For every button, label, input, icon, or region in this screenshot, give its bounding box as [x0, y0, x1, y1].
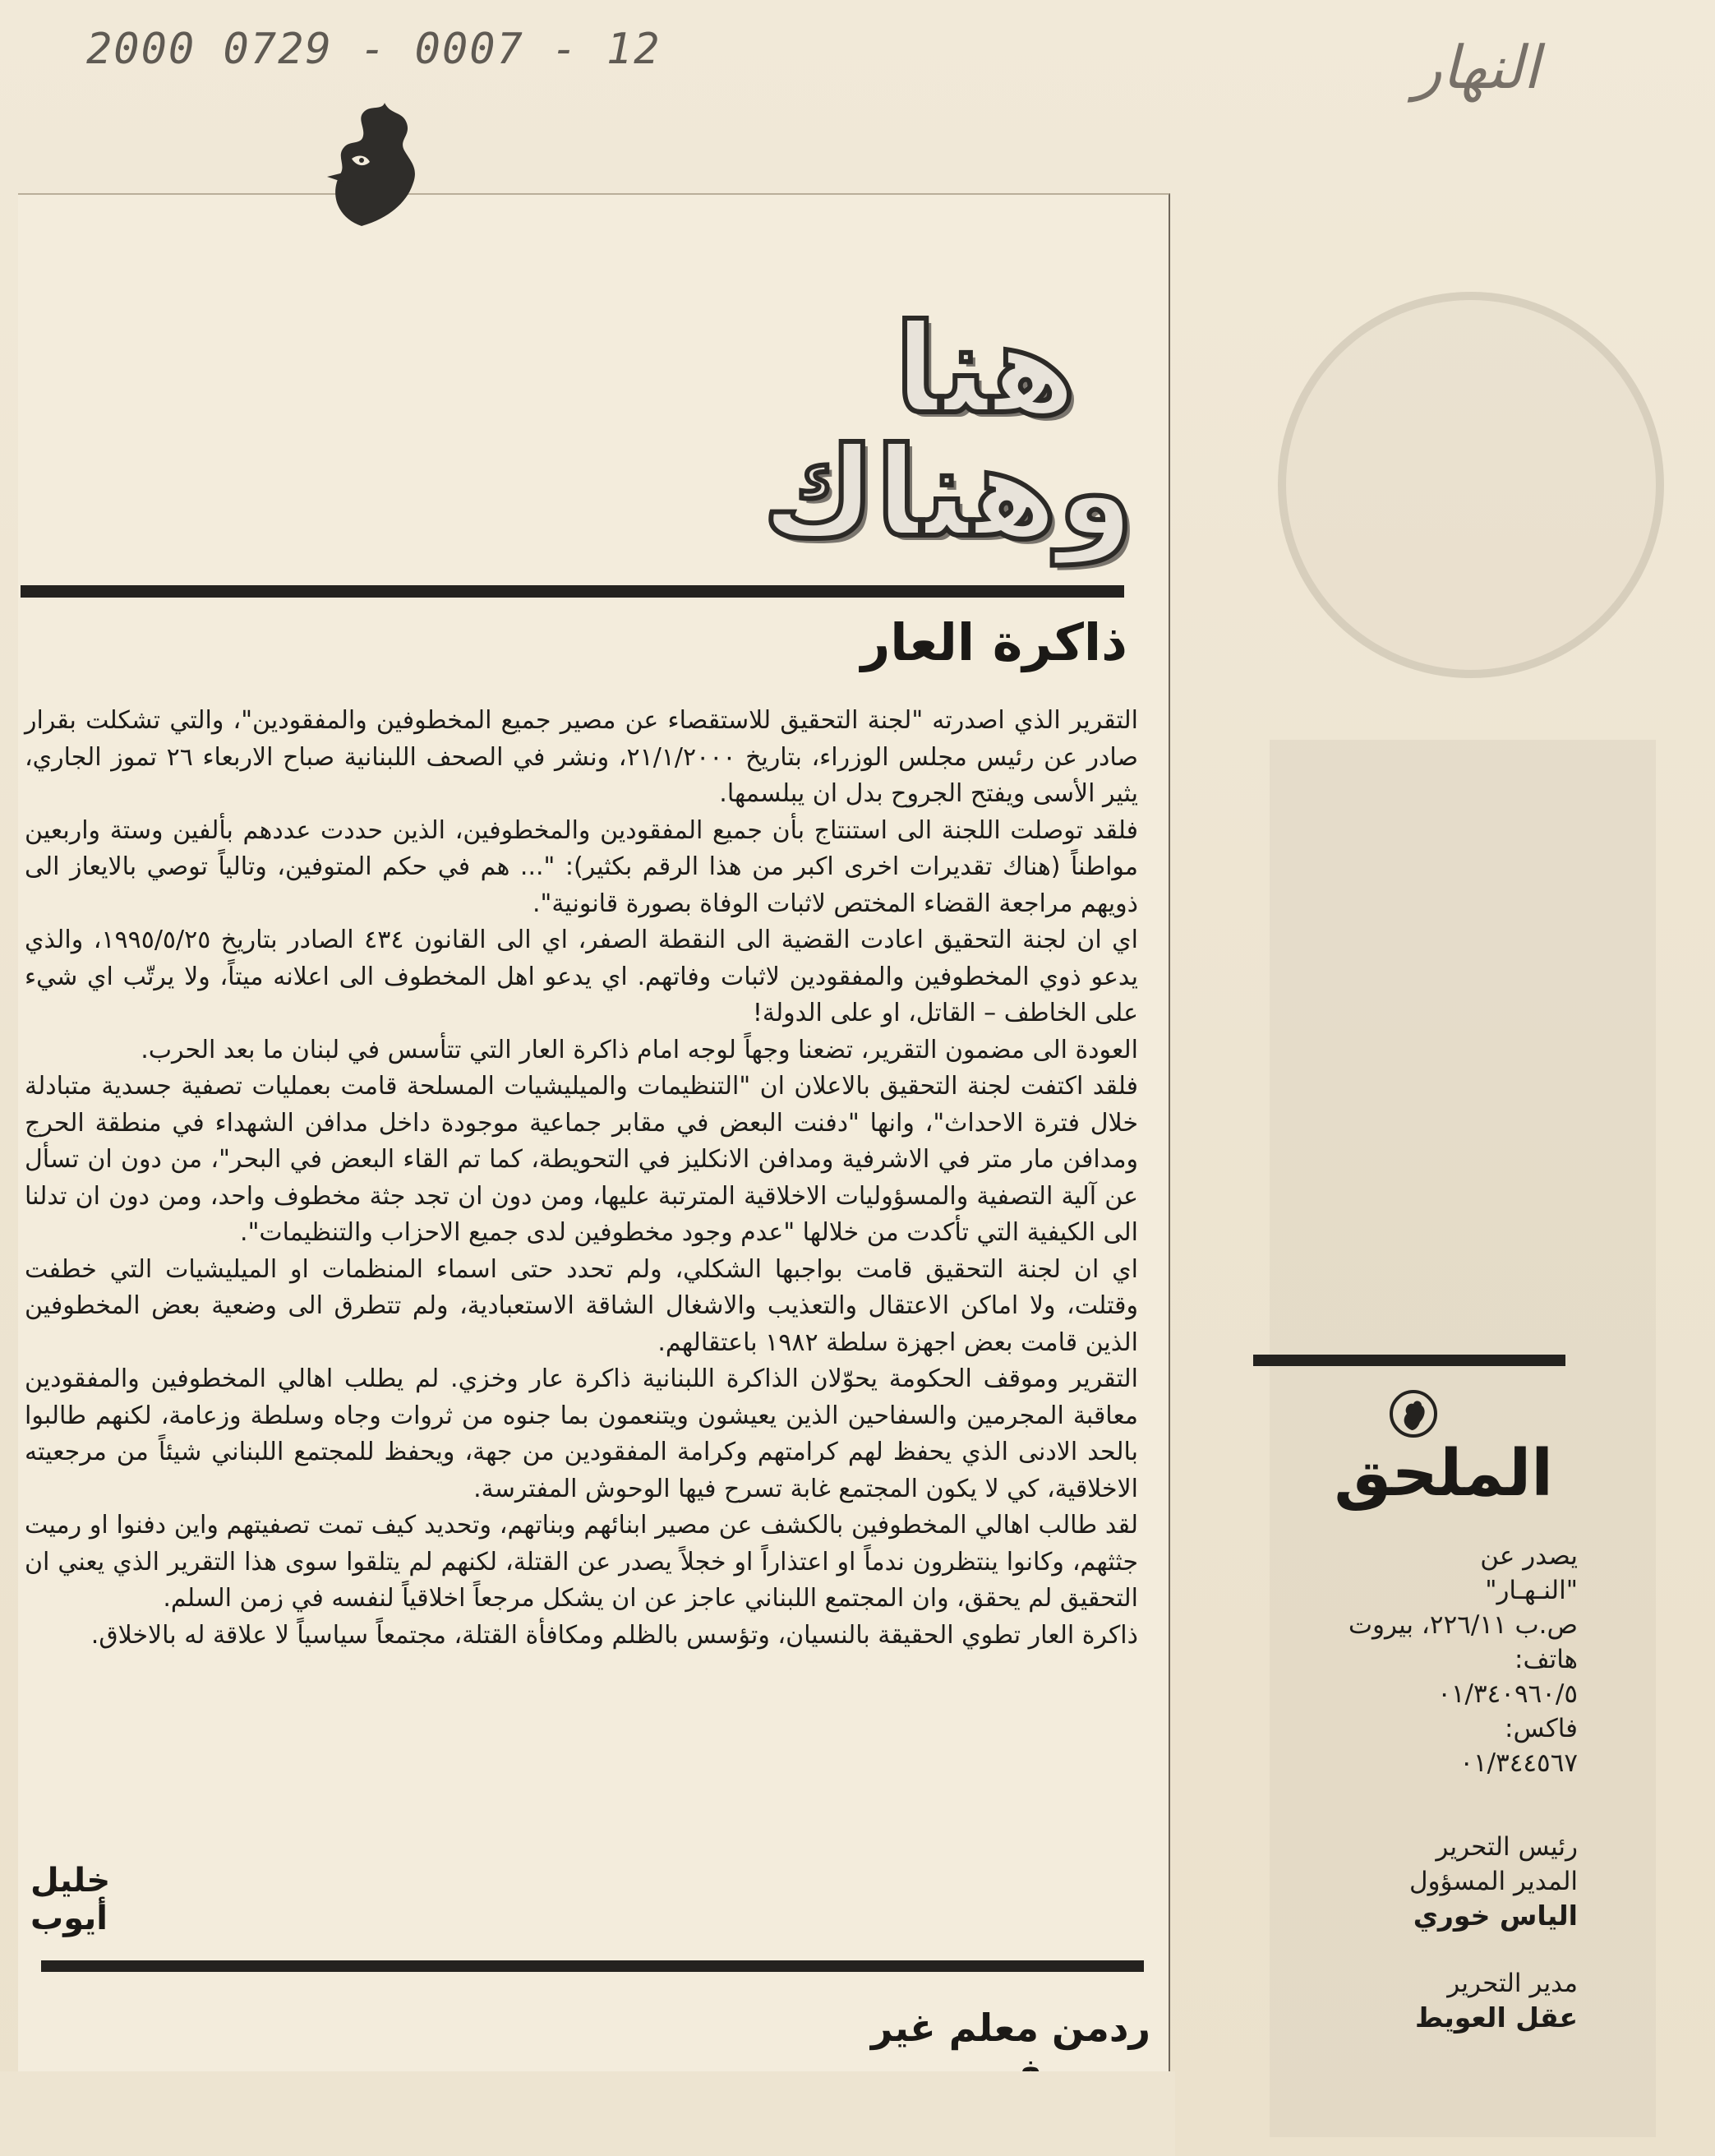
rooster-icon	[312, 95, 427, 234]
section-heading-line1: هنا	[894, 298, 1076, 441]
article-paragraph: ذاكرة العار تطوي الحقيقة بالنسيان، وتؤسس بالظلم ومكافأة القتلة، مجتمعاً سياسياً لا علاقة له بالاخلاق.	[90, 1620, 1138, 1650]
po-box: ص.ب ٢٢٦/١١، بيروت	[1348, 1610, 1578, 1640]
chief-editor-name: الياس خوري	[1413, 1900, 1578, 1932]
article-paragraph: التقرير الذي اصدرته "لجنة التحقيق للاستقصاء عن مصير جميع المخطوفين والمفقودين"، والتي تشكلت بقرار صادر عن رئيس مجلس الوزراء، بتاريخ ٢١/١/٢٠٠٠، ونشر في الصحف اللبنانية صباح الاربعاء ٢٦ تموز الجاري، يثير الأسى ويفتح الجروح بدل ان يبلسمها.	[25, 706, 1139, 808]
publisher-label: يصدر عن	[1480, 1541, 1578, 1571]
article-paragraph: التقرير وموقف الحكومة يحوّلان الذاكرة اللبنانية ذاكرة عار وخزي. لم يطلب اهالي المخطوفين والمفقودين معاقبة المجرمين والسفاحين الذين يعيشون ويتنعمون بما جنوه من ثروات وجاه وسلطة وزعامة، لكنهم طالبوا بالحد الادنى الذي يحفظ لهم كرامتهم وكرامة المفقودين من جهة، ويحفظ للمجتمع اللبناني شيئاً من مرجعيته الاخلاقية، كي لا يكون المجتمع غابة تسرح فيها الوحوش المفترسة.	[25, 1364, 1138, 1503]
article-paragraph: فلقد توصلت اللجنة الى استنتاج بأن جميع المفقودين والمخطوفين، الذين حددت عددهم بألفين وستة واربعين مواطناً (هناك تقديرات اخرى اكبر من هذا الرقم بكثير): "... هم في حكم المتوفين، وتالياً توصي بالايعاز الى ذويهم مراجعة القضاء المختص لاثبات الوفاة بصورة قانونية".	[25, 815, 1138, 918]
article-paragraph: العودة الى مضمون التقرير، تضعنا وجهاً لوجه امام ذاكرة العار التي تتأسس في لبنان ما بعد الحرب.	[141, 1035, 1138, 1064]
supplement-logo: الملحق	[1334, 1437, 1553, 1511]
article-author: خليل أيوب	[30, 1862, 111, 1937]
masthead-rooster-icon	[1389, 1389, 1438, 1438]
publisher-name: "النـهـار"	[1485, 1576, 1578, 1605]
section-heading-art	[707, 298, 1134, 565]
editorial-director-name: عقل العويط	[1415, 2001, 1578, 2034]
section-heading-line2: وهناك	[762, 422, 1134, 565]
phone-number: ٠١/٣٤٠٩٦٠/٥	[1437, 1679, 1578, 1709]
next-article-heading: ردمن معلم غير	[870, 2006, 1150, 2050]
top-divider	[21, 585, 1124, 598]
fax-number: ٠١/٣٤٤٥٦٧	[1459, 1748, 1578, 1778]
article-paragraph: اي ان لجنة التحقيق اعادت القضية الى النقطة الصفر، اي الى القانون ٤٣٤ الصادر بتاريخ ١٩٩٥/٥/٢٥، والذي يدعو ذوي المخطوفين والمفقودين لاثبات وفاتهم. اي يدعو اهل المخطوف الى اعلانه ميتاً، ولا يرتّب اي شيء على الخاطف – القاتل، او على الدولة!	[25, 926, 1138, 1027]
handwritten-mark: النهار	[1413, 33, 1540, 102]
torn-edge	[0, 2071, 1175, 2156]
sidebar-masthead-info	[1298, 1539, 1578, 2035]
article-paragraph: لقد طالب اهالي المخطوفين بالكشف عن مصير ابنائهم وبناتهم، وتحديد كيف تمت تصفيتهم واين دفنوا او رميت جثثهم، وكانوا ينتظرون ندماً او اعتذاراً او خجلاً يصدر عن القتلة، لكنهم لم يتلقوا سوى هذا التقرير الذي يعني ان التحقيق لم يحقق، وان المجتمع اللبناني عاجز عن ان يشكل مرجعاً اخلاقياً لنفسه في زمن السلم.	[25, 1511, 1138, 1613]
bottom-divider	[41, 1960, 1144, 1972]
fax-label: فاكس:	[1505, 1714, 1578, 1743]
archive-note: 2000 0729 - 0007 - 12	[86, 25, 662, 74]
phone-label: هاتف:	[1514, 1645, 1578, 1674]
faded-bleedthrough-logo	[1278, 292, 1664, 678]
chief-editor-label: رئيس التحرير	[1436, 1832, 1578, 1862]
article-title: ذاكرة العار	[860, 612, 1127, 672]
article-paragraph: فلقد اكتفت لجنة التحقيق بالاعلان ان "التنظيمات والميليشيات المسلحة قامت بعمليات تصفية جسدية متبادلة خلال فترة الاحداث"، وانها "دفنت البعض في مقابر جماعية موجودة داخل مدافن الشهداء في منطقة الحرج ومدافن مار متر في الاشرفية ومدافن الانكليز في التحويطة، كما تم القاء البعض في البحر"، من دون ان تسأل عن آلية التصفية والمسؤوليات الاخلاقية المترتبة عليها، ومن دون ان تجد جثة مخطوف واحد، ومن دون ان تدلنا الى الكيفية التي تأكدت من خلالها "عدم وجود مخطوفين لدى جميع الاحزاب والتنظيمات".	[25, 1072, 1138, 1247]
article-paragraph: اي ان لجنة التحقيق قامت بواجبها الشكلي، ولم تحدد حتى اسماء المنظمات او الميليشيات التي خطفت وقتلت، ولا اماكن الاعتقال والتعذيب والاشغال الشاقة الاستعبادية، ولم تتطرق الى وضعية بعض المخطوفين الذين قامت بعض اجهزة سلطة ١٩٨٢ باعتقالهم.	[25, 1254, 1138, 1357]
sidebar-divider	[1253, 1355, 1565, 1366]
article-body	[25, 703, 1138, 1654]
managing-director-label: المدير المسؤول	[1409, 1867, 1578, 1896]
editorial-director-label: مدير التحرير	[1447, 1969, 1578, 1998]
